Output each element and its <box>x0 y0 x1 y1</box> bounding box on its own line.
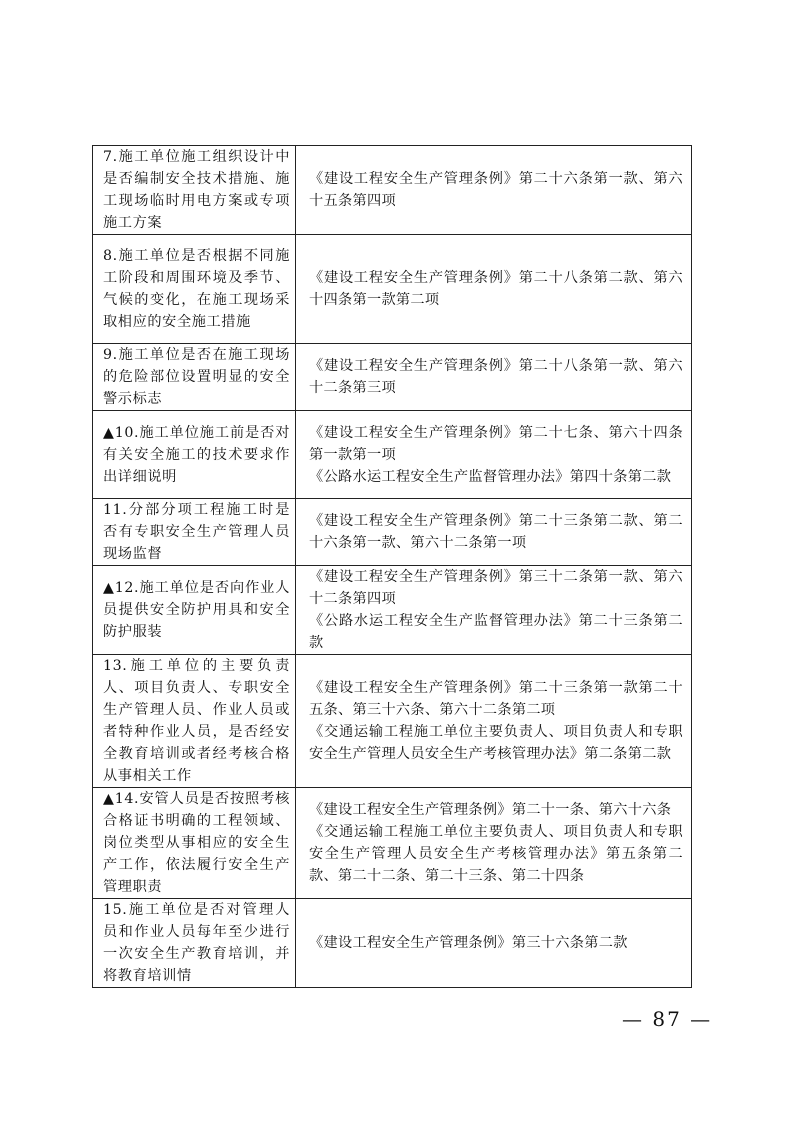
table-row <box>93 411 692 499</box>
inspection-item-cell <box>93 788 296 899</box>
inspection-item-cell <box>93 899 296 988</box>
table-body <box>93 146 692 988</box>
table-row <box>93 899 692 988</box>
legal-basis-text: 《建设工程安全生产管理条例》第二十三条第一款第二十五条、第三十六条、第六十二条第二项 <box>309 680 683 718</box>
inspection-item-cell <box>93 146 296 235</box>
table-row <box>93 788 692 899</box>
table-row <box>93 235 692 344</box>
inspection-item-text: 7.施工单位施工组织设计中是否编制安全技术措施、施工现场临时用电方案或专项施工方案 <box>103 149 290 231</box>
legal-basis-cell <box>296 899 692 988</box>
legal-basis-text: 《公路水运工程安全生产监督管理办法》第四十条第二款 <box>309 468 672 485</box>
inspection-item-text: ▲14.安管人员是否按照考核合格证书明确的工程领域、岗位类型从事相应的安全生产工作，依法履行安全生产管理职责 <box>103 791 290 895</box>
legal-basis-cell <box>296 788 692 899</box>
table-row <box>93 499 692 566</box>
legal-basis-text: 《建设工程安全生产管理条例》第二十六条第一款、第六十五条第四项 <box>309 171 683 209</box>
inspection-item-cell <box>93 411 296 499</box>
inspection-item-text: 13.施工单位的主要负责人、项目负责人、专职安全生产管理人员、作业人员或者特种作业人员，是否经安全教育培训或者经考核合格从事相关工作 <box>103 658 290 784</box>
legal-basis-text: 《建设工程安全生产管理条例》第二十八条第二款、第六十四条第一款第二项 <box>309 270 683 308</box>
legal-basis-text: 《建设工程安全生产管理条例》第二十三条第二款、第二十六条第一款、第六十二条第一项 <box>309 513 683 551</box>
legal-basis-cell <box>296 499 692 566</box>
inspection-item-cell <box>93 499 296 566</box>
inspection-item-text: 11.分部分项工程施工时是否有专职安全生产管理人员现场监督 <box>103 502 290 562</box>
inspection-clause-table <box>92 145 692 988</box>
legal-basis-text: 《建设工程安全生产管理条例》第三十二条第一款、第六十二条第四项 <box>309 569 683 607</box>
inspection-item-text: 8.施工单位是否根据不同施工阶段和周围环境及季节、气候的变化，在施工现场采取相应的安全施工措施 <box>103 248 290 330</box>
legal-basis-text: 《建设工程安全生产管理条例》第二十八条第一款、第六十二条第三项 <box>309 358 683 396</box>
legal-basis-text: 《建设工程安全生产管理条例》第二十七条、第六十四条第一款第一项 <box>309 424 683 463</box>
legal-basis-cell <box>296 235 692 344</box>
page-number: — 87 — <box>622 1007 713 1031</box>
table-row <box>93 566 692 655</box>
table-row <box>93 655 692 788</box>
inspection-item-text: ▲12.施工单位是否向作业人员提供安全防护用具和安全防护服装 <box>103 580 290 640</box>
legal-basis-cell <box>296 146 692 235</box>
legal-basis-text: 《建设工程安全生产管理条例》第三十六条第二款 <box>309 935 628 951</box>
table-row <box>93 146 692 235</box>
inspection-item-text: 15.施工单位是否对管理人员和作业人员每年至少进行一次安全生产教育培训，并将教育培训情 <box>103 902 290 984</box>
inspection-item-cell <box>93 655 296 788</box>
legal-basis-text: 《交通运输工程施工单位主要负责人、项目负责人和专职安全生产管理人员安全生产考核管理办法》第二条第二款 <box>309 724 683 762</box>
table-row <box>93 344 692 411</box>
legal-basis-cell <box>296 411 692 499</box>
inspection-item-cell <box>93 235 296 344</box>
legal-basis-text: 《建设工程安全生产管理条例》第二十一条、第六十六条 <box>309 802 672 818</box>
inspection-item-text: ▲10.施工单位施工前是否对有关安全施工的技术要求作出详细说明 <box>103 424 290 485</box>
legal-basis-text: 《公路水运工程安全生产监督管理办法》第二十三条第二款 <box>309 613 683 651</box>
legal-basis-cell <box>296 566 692 655</box>
inspection-item-cell <box>93 566 296 655</box>
inspection-item-cell <box>93 344 296 411</box>
legal-basis-cell <box>296 344 692 411</box>
legal-basis-text: 《交通运输工程施工单位主要负责人、项目负责人和专职安全生产管理人员安全生产考核管理办法》第五条第二款、第二十二条、第二十三条、第二十四条 <box>309 824 683 884</box>
inspection-item-text: 9.施工单位是否在施工现场的危险部位设置明显的安全警示标志 <box>103 347 290 407</box>
legal-basis-cell <box>296 655 692 788</box>
